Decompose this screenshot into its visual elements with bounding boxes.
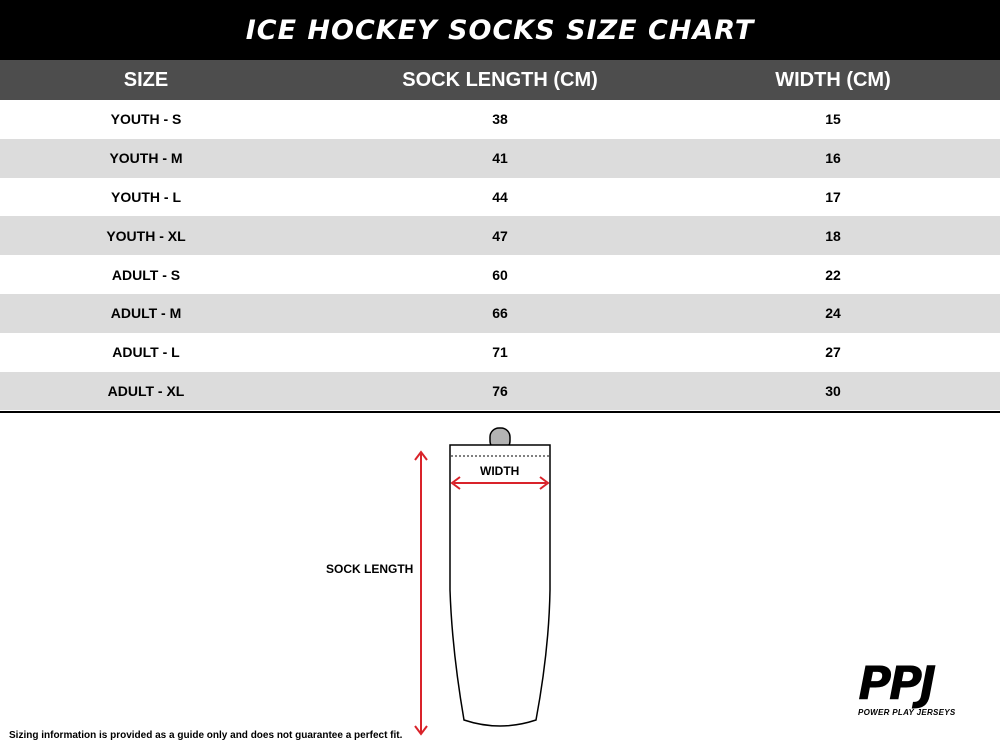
cell-width: 16 — [825, 150, 841, 167]
title-bar — [0, 0, 1000, 60]
logo-tagline: POWER PLAY JERSEYS — [858, 708, 956, 717]
cell-size: ADULT - M — [110, 305, 182, 322]
table-header — [0, 60, 1000, 100]
cell-width: 27 — [825, 344, 841, 361]
cell-width: 24 — [825, 305, 841, 322]
table-row — [0, 372, 1000, 411]
page-title: ICE HOCKEY SOCKS SIZE CHART — [245, 14, 755, 46]
table-row — [0, 255, 1000, 294]
sock-diagram — [300, 420, 600, 750]
table-row — [0, 178, 1000, 217]
header-width: WIDTH (CM) — [775, 68, 891, 91]
cell-size: ADULT - S — [111, 266, 181, 283]
sock-length-label: SOCK LENGTH — [326, 562, 414, 576]
length-arrow — [415, 452, 427, 734]
cell-length: 71 — [492, 344, 508, 361]
ppj-logo — [858, 656, 968, 717]
header-size: SIZE — [123, 68, 169, 91]
cell-length: 60 — [492, 266, 508, 283]
table-row — [0, 100, 1000, 139]
table-row — [0, 333, 1000, 372]
cell-width: 15 — [825, 111, 841, 128]
cell-width: 18 — [825, 227, 841, 244]
cell-length: 47 — [492, 227, 508, 244]
disclaimer-text: Sizing information is provided as a guide only and does not guarantee a perfect fit. — [9, 730, 403, 741]
cell-length: 76 — [492, 382, 508, 399]
cell-size: YOUTH - M — [109, 150, 183, 167]
cell-length: 38 — [492, 111, 508, 128]
table-row — [0, 216, 1000, 255]
cell-length: 44 — [492, 188, 508, 205]
cell-size: ADULT - L — [112, 344, 180, 361]
cell-size: ADULT - XL — [107, 382, 185, 399]
cell-width: 30 — [825, 382, 841, 399]
cell-size: YOUTH - XL — [106, 227, 186, 244]
cell-length: 66 — [492, 305, 508, 322]
cell-size: YOUTH - S — [110, 111, 182, 128]
width-label: WIDTH — [480, 464, 520, 478]
cell-length: 41 — [492, 150, 508, 167]
cell-width: 22 — [825, 266, 841, 283]
cell-width: 17 — [825, 188, 841, 205]
sock-illustration — [300, 420, 600, 750]
table-row — [0, 139, 1000, 178]
cell-size: YOUTH - L — [111, 188, 181, 205]
table-row — [0, 294, 1000, 333]
header-sock-length: SOCK LENGTH (CM) — [402, 68, 598, 91]
size-table-body — [0, 100, 1000, 413]
logo-mark: PPJ — [858, 656, 934, 710]
sock-outline — [450, 445, 550, 726]
